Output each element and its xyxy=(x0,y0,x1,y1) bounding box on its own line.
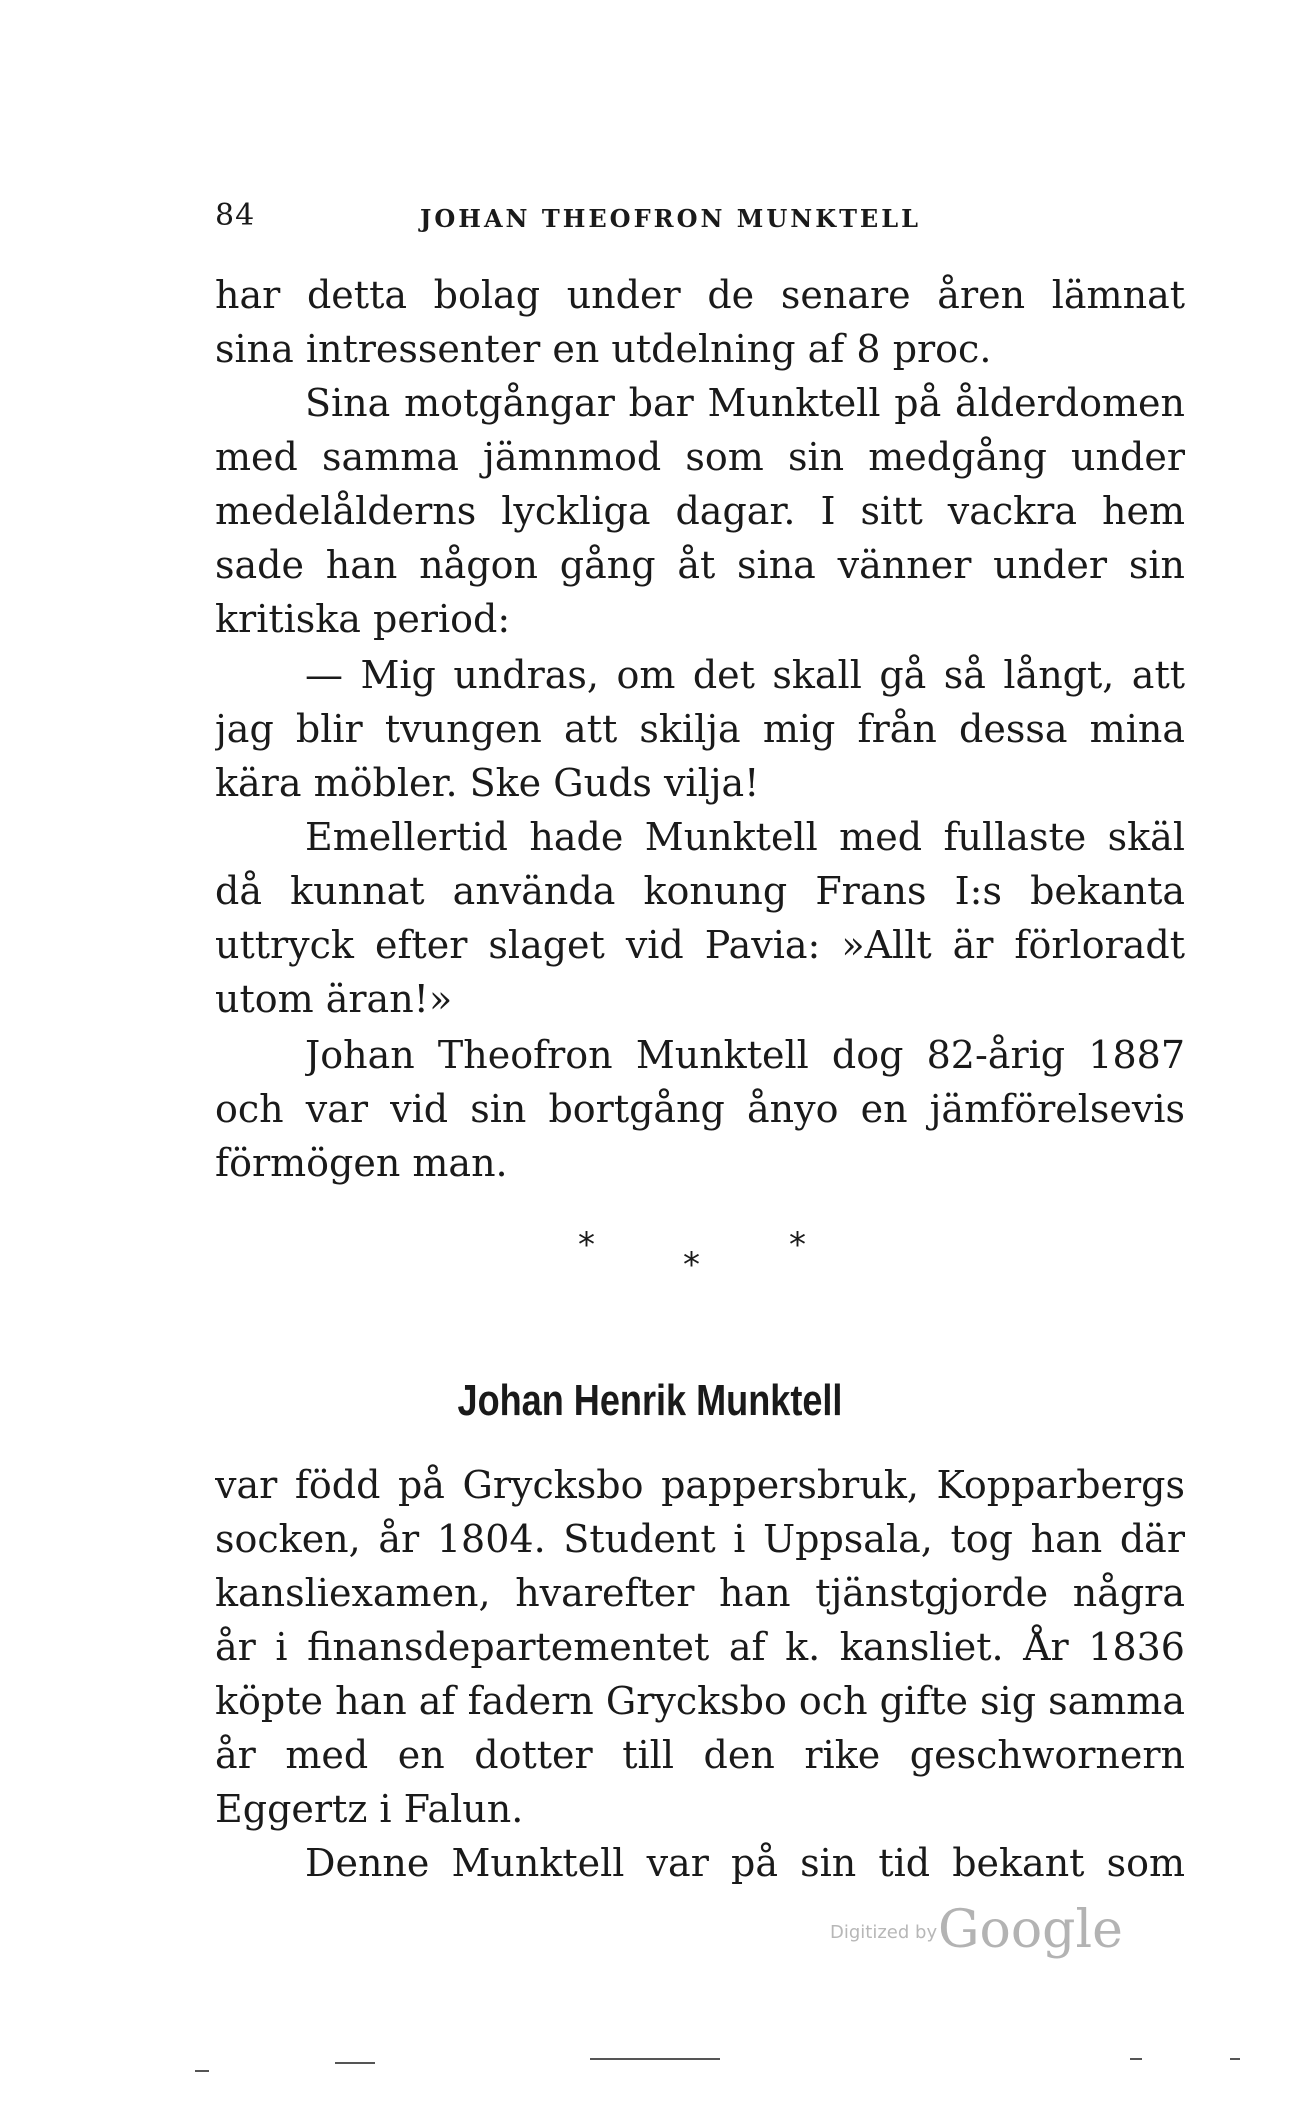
text-line: Denne Munktell var på sin tid bekant som xyxy=(305,1841,1185,1885)
google-logo: Google xyxy=(938,1900,1123,1960)
text-line: utom äran!» xyxy=(215,977,453,1021)
scan-artifact xyxy=(590,2058,720,2060)
asterisk: * xyxy=(578,1225,595,1265)
digitized-watermark xyxy=(830,1900,1123,1960)
text-line: kritiska period: xyxy=(215,597,511,641)
text-line: kära möbler. Ske Guds vilja! xyxy=(215,761,760,805)
digitized-by-label: Digitized by xyxy=(830,1922,938,1943)
text-line: har detta bolag under de senare åren lämnat xyxy=(215,273,1185,317)
text-line: år i finansdepartementet af k. kansliet. År 1836 xyxy=(215,1625,1185,1669)
text-line: — Mig undras, om det skall gå så långt, att xyxy=(305,653,1185,697)
text-line: köpte han af fadern Grycksbo och gifte sig samma xyxy=(215,1679,1185,1723)
running-title: JOHAN THEOFRON MUNKTELL xyxy=(420,204,921,233)
text-line: Sina motgångar bar Munktell på ålderdomen xyxy=(305,381,1185,425)
text-line: då kunnat använda konung Frans I:s bekanta xyxy=(215,869,1185,913)
asterism xyxy=(0,1225,1300,1285)
asterisk: * xyxy=(683,1245,700,1285)
page-number: 84 xyxy=(215,198,256,233)
text-line: uttryck efter slaget vid Pavia: »Allt är förloradt xyxy=(215,923,1185,967)
scan-artifact xyxy=(335,2062,375,2064)
scan-artifact xyxy=(195,2070,209,2072)
text-line: år med en dotter till den rike geschwornern xyxy=(215,1733,1185,1777)
text-line: och var vid sin bortgång ånyo en jämförelsevis xyxy=(215,1087,1185,1131)
text-line: sade han någon gång åt sina vänner under sin xyxy=(215,543,1185,587)
text-line: socken, år 1804. Student i Uppsala, tog han där xyxy=(215,1517,1185,1561)
text-line: medelålderns lyckliga dagar. I sitt vackra hem xyxy=(215,489,1185,533)
running-header xyxy=(215,198,1085,238)
text-line: var född på Grycksbo pappersbruk, Kopparbergs xyxy=(215,1463,1185,1507)
text-line: förmögen man. xyxy=(215,1141,508,1185)
section-heading: Johan Henrik Munktell xyxy=(457,1376,843,1425)
text-line: kansliexamen, hvarefter han tjänstgjorde några xyxy=(215,1571,1185,1615)
asterisk: * xyxy=(789,1225,806,1265)
text-line: Johan Theofron Munktell dog 82-årig 1887 xyxy=(305,1033,1185,1077)
scan-artifact xyxy=(1130,2058,1142,2060)
text-line: sina intressenter en utdelning af 8 proc. xyxy=(215,327,992,371)
text-line: Eggertz i Falun. xyxy=(215,1787,524,1831)
scan-artifact xyxy=(1230,2058,1240,2060)
text-line: med samma jämnmod som sin medgång under xyxy=(215,435,1185,479)
text-line: jag blir tvungen att skilja mig från dessa mina xyxy=(215,707,1185,751)
text-line: Emellertid hade Munktell med fullaste skäl xyxy=(305,815,1185,859)
